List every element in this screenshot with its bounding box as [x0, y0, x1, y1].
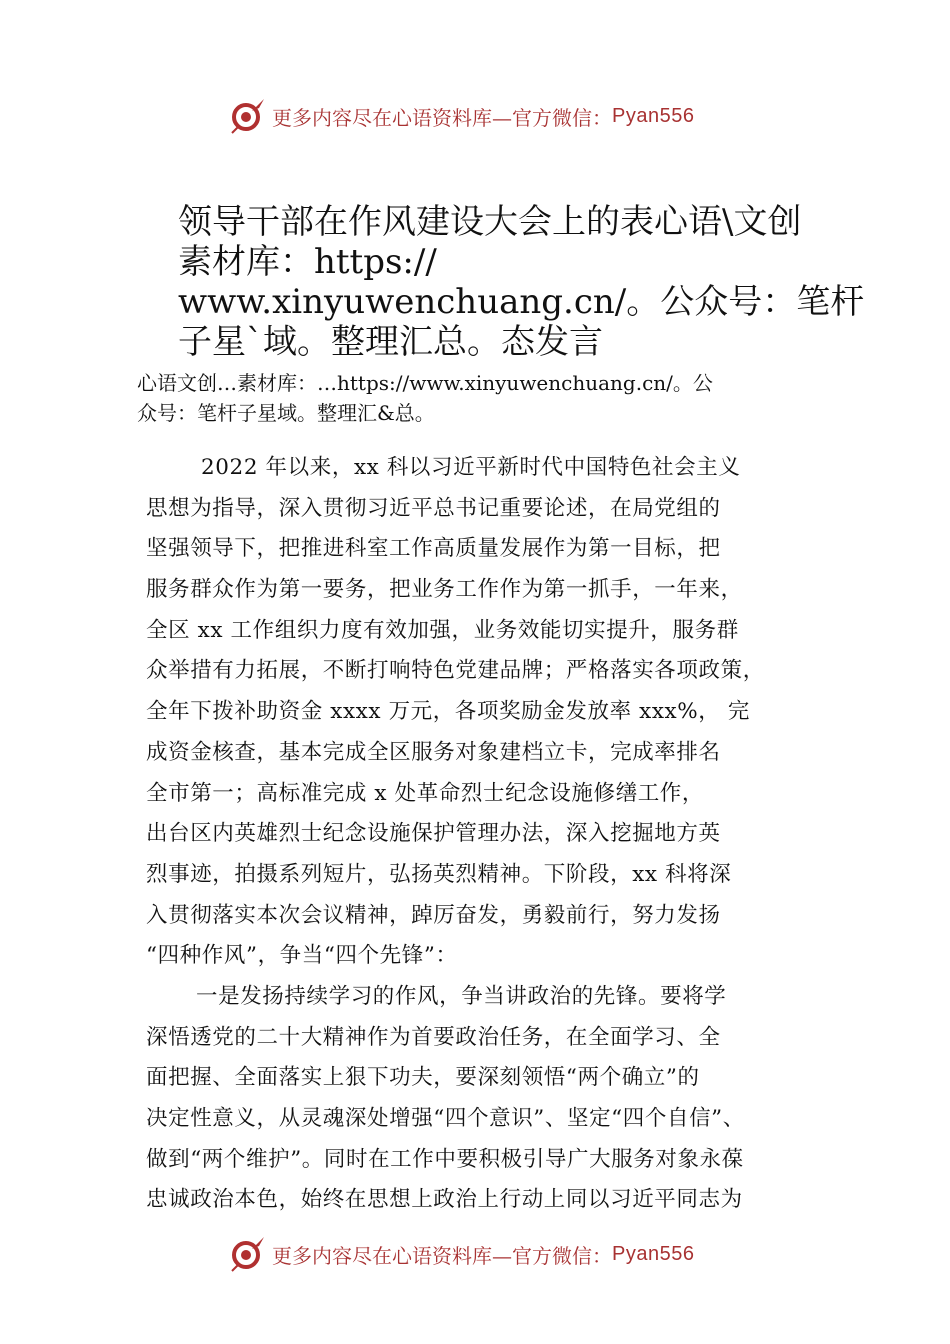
source-note-line: 众号：笔杆子星域。整理汇&总。 [137, 401, 435, 425]
body-line: 做到“两个维护”。同时在工作中要积极引导广大服务对象永葆 [146, 1146, 744, 1172]
body-line: 全年下拨补助资金 xxxx 万元，各项奖励金发放率 xxx%， 完 [146, 699, 750, 725]
title-line: 领导干部在作风建设大会上的表心语\文创 [178, 202, 802, 242]
document-title [178, 202, 865, 362]
source-note-line: 心语文创…素材库：…https://www.xinyuwenchuang.cn/。公 [137, 371, 713, 395]
body-line: 一是发扬持续学习的作风，争当讲政治的先锋。要将学 [196, 983, 727, 1009]
body-line: 服务群众作为第一要务，把业务工作作为第一抓手，一年来， [146, 577, 743, 603]
banner-text: 更多内容尽在心语资料库—官方微信： [272, 1243, 612, 1268]
title-line: 素材库：https:// [178, 242, 437, 282]
body-line: 烈事迹，拍摄系列短片，弘扬英烈精神。下阶段，xx 科将深 [146, 861, 732, 887]
body-line: 忠诚政治本色，始终在思想上政治上行动上同以习近平同志为 [146, 1187, 743, 1213]
body-line: 坚强领导下，把推进科室工作高质量发展作为第一目标，把 [146, 536, 721, 562]
body-line: 2022 年以来，xx 科以习近平新时代中国特色社会主义 [201, 455, 741, 480]
body-line: 面把握、全面落实上狠下功夫，要深刻领悟“两个确立”的 [146, 1065, 700, 1091]
footer-banner [228, 1234, 694, 1274]
title-line: www.xinyuwenchuang.cn/。公众号：笔杆 [178, 282, 865, 322]
body-line: 入贯彻落实本次会议精神，踔厉奋发，勇毅前行，努力发扬 [146, 902, 721, 928]
body-line: 全区 xx 工作组织力度有效加强，业务效能切实提升，服务群 [146, 617, 739, 643]
banner-text: 更多内容尽在心语资料库—官方微信： [272, 105, 612, 130]
header-banner [228, 96, 694, 136]
body-line: 成资金核查，基本完成全区服务对象建档立卡，完成率排名 [146, 739, 721, 765]
body-line: “四种作风”，争当“四个先锋”： [146, 943, 458, 969]
body-line: 出台区内英雄烈士纪念设施保护管理办法，深入挖掘地方英 [146, 821, 721, 847]
title-line: 子星`域。整理汇总。态发言 [178, 322, 603, 362]
body-line: 思想为指导，深入贯彻习近平总书记重要论述，在局党组的 [146, 495, 721, 521]
document-body [146, 448, 836, 1221]
quill-logo-icon [228, 96, 268, 136]
wechat-id: Pyan556 [612, 1242, 695, 1265]
body-line: 全市第一；高标准完成 x 处革命烈士纪念设施修缮工作， [146, 780, 704, 806]
quill-logo-icon [228, 1234, 268, 1274]
source-note [137, 368, 837, 428]
wechat-id: Pyan556 [612, 104, 695, 127]
body-line: 决定性意义，从灵魂深处增强“四个意识”、坚定“四个自信”、 [146, 1106, 745, 1131]
body-line: 深悟透党的二十大精神作为首要政治任务，在全面学习、全 [146, 1024, 721, 1050]
body-line: 众举措有力拓展，不断打响特色党建品牌；严格落实各项政策， [146, 658, 765, 684]
